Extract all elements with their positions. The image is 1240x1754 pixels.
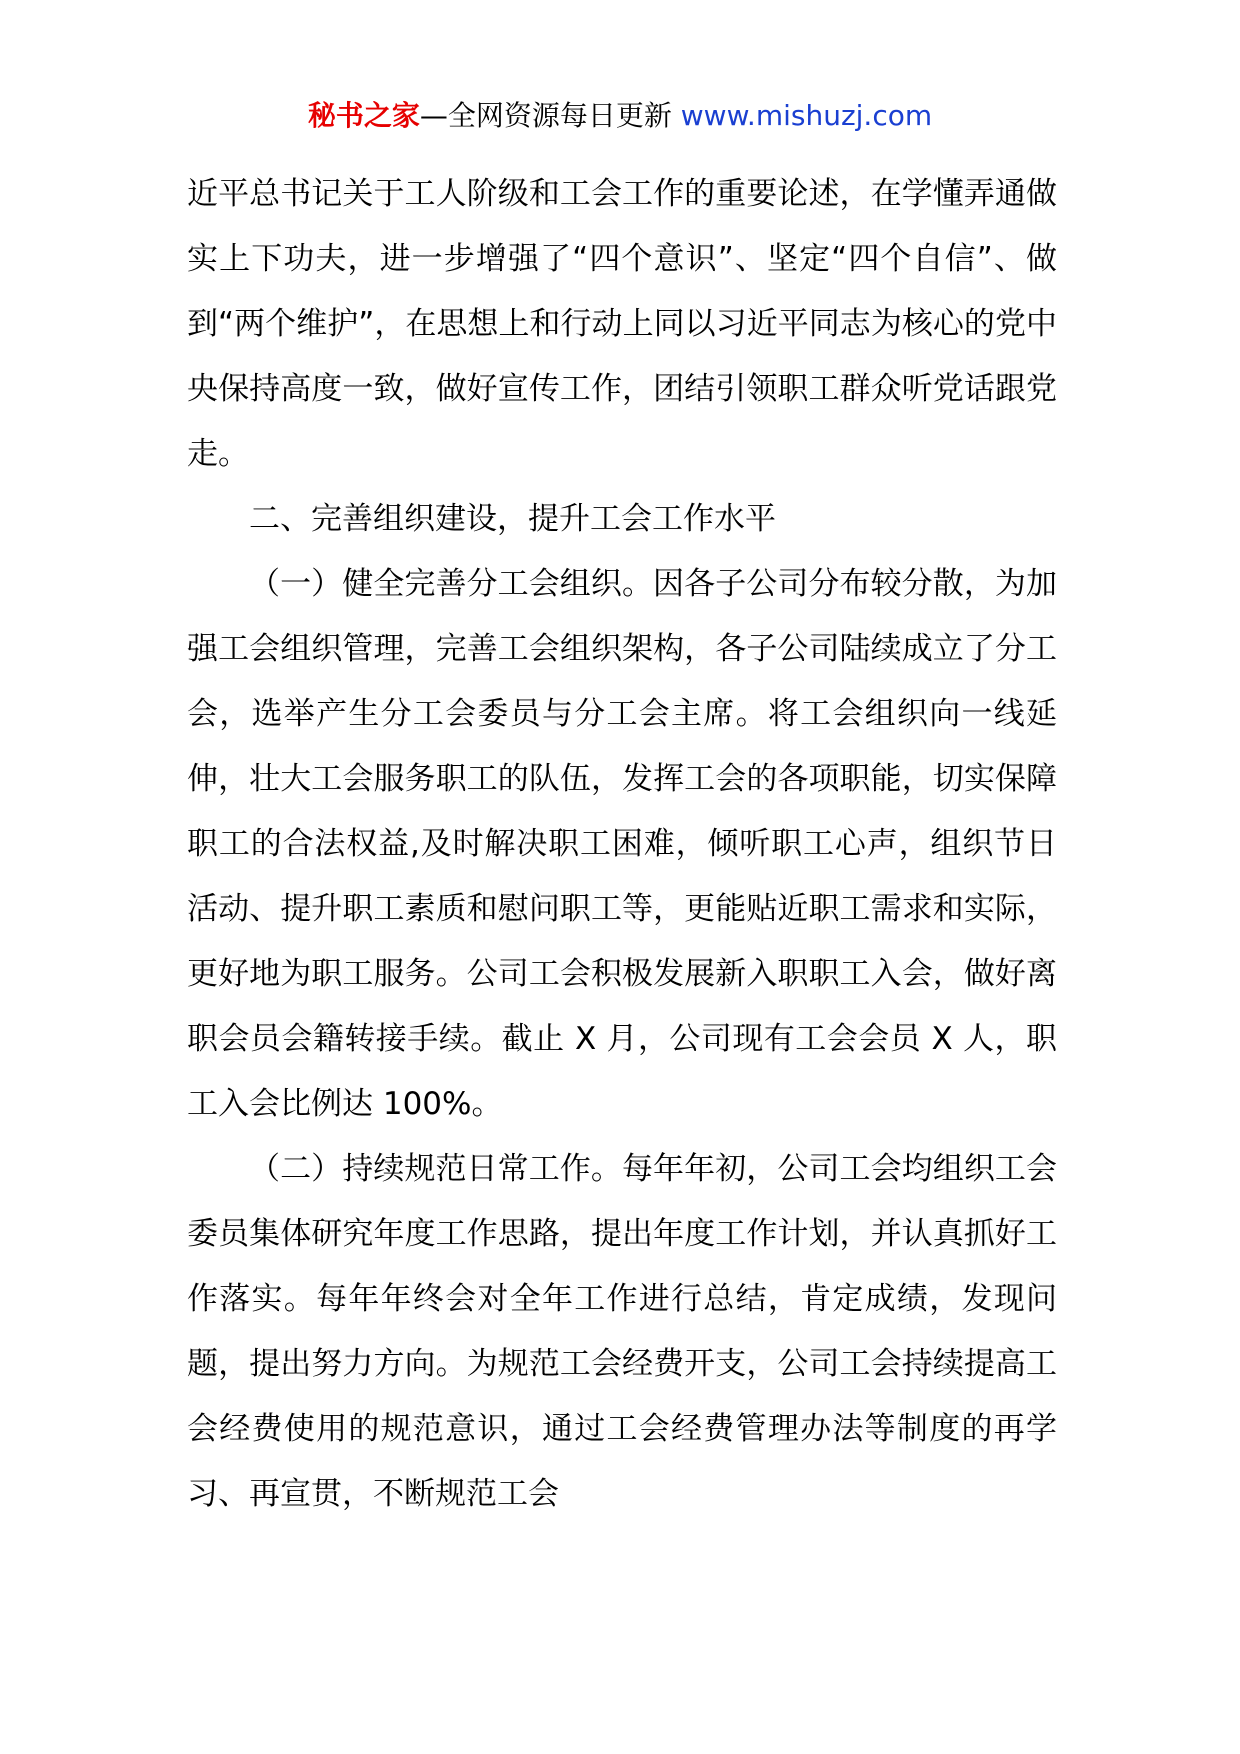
brand-tagline: —全网资源每日更新 xyxy=(419,99,681,132)
site-watermark-header xyxy=(0,96,1240,136)
section-heading: 二、完善组织建设，提升工会工作水平 xyxy=(249,501,776,537)
paragraph-subsection-1: （一）健全完善分工会组织。因各子公司分布较分散，为加强工会组织管理，完善工会组织架构，各子公司陆续成立了分工会，选举产生分工会委员与分工会主席。将工会组织向一线延伸，壮大工会服务职工的队伍，发挥工会的各项职能，切实保障职工的合法权益,及时解决职工困难，倾听职工心声，组织节日活动、提升职工素质和慰问职工等，更能贴近职工需求和实际，更好地为职工服务。公司工会积极发展新入职职工入会，做好离职会员会籍转接手续。截止 X 月，公司现有工会会员 X 人，职工入会比例达 100%。 xyxy=(187,566,1057,1122)
brand-name: 秘书之家 xyxy=(307,99,420,132)
document-body xyxy=(187,162,1057,1527)
site-url: www.mishuzj.com xyxy=(680,99,933,132)
paragraph-subsection-2: （二）持续规范日常工作。每年年初，公司工会均组织工会委员集体研究年度工作思路，提出年度工作计划，并认真抓好工作落实。每年年终会对全年工作进行总结，肯定成绩，发现问题，提出努力方向。为规范工会经费开支，公司工会持续提高工会经费使用的规范意识，通过工会经费管理办法等制度的再学习、再宣贯，不断规范工会 xyxy=(187,1151,1057,1512)
paragraph-continuation: 近平总书记关于工人阶级和工会工作的重要论述，在学懂弄通做实上下功夫，进一步增强了“四个意识”、坚定“四个自信”、做到“两个维护”，在思想上和行动上同以习近平同志为核心的党中央保持高度一致，做好宣传工作，团结引领职工群众听党话跟党走。 xyxy=(187,176,1057,472)
